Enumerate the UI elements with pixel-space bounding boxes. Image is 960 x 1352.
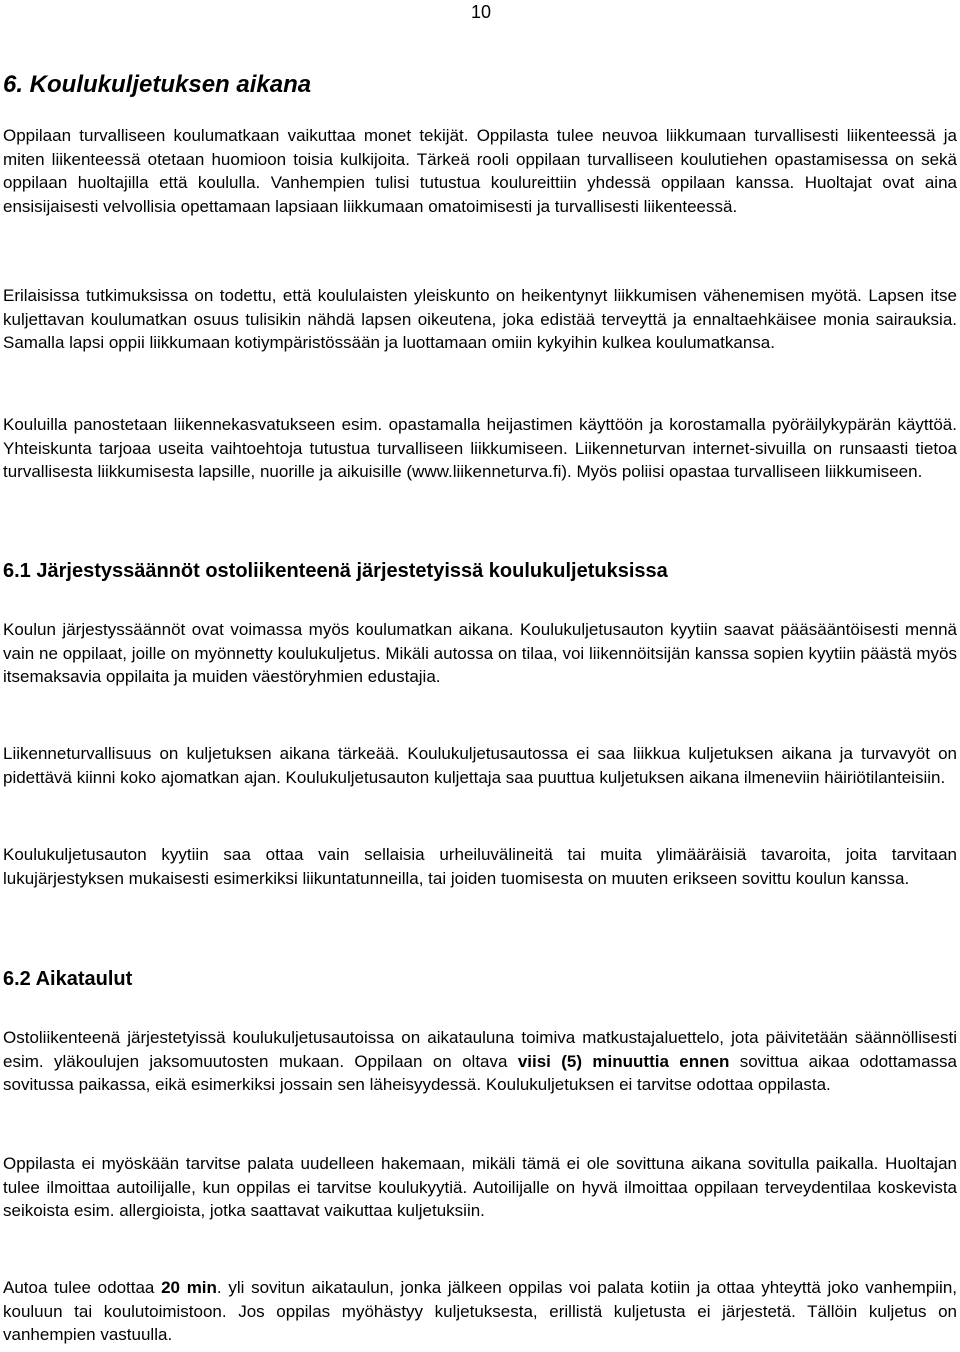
intro-paragraph-2: Erilaisissa tutkimuksissa on todettu, että koululaisten yleiskunto on heikentynyt liikkumisen vähenemisen myötä. Lapsen itse kuljettavan koulumatkan osuus tulisikin nähdä lapsen oikeutena, joka edistää terveyttä ja ennaltaehkäisee monia sairauksia. Samalla lapsi oppii liikkumaan kotiympäristössään ja luottamaan omiin kykyihin kulkea koulumatkansa. <box>3 286 957 353</box>
page-number: 10 <box>471 2 492 22</box>
p3-bold-emphasis: 20 min <box>161 1278 217 1297</box>
section-6-1-paragraph-3: Koulukuljetusauton kyytiin saa ottaa vain sellaisia urheiluvälineitä tai muita ylimääräisiä tavaroita, joita tarvitaan lukujärjestyksen mukaisesti esimerkiksi liikuntatunneilla, tai joiden tuomisesta on muuten erikseen sovittu koulun kanssa. <box>3 845 957 888</box>
p1-text-before: Ostoliikenteenä järjestetyissä koulukuljetusautoissa on aikatauluna toimiva matkustajaluettelo, jota päivitetään säännöllisesti esim. yläkoulujen jaksomuutosten mukaan. Oppilaan on oltava <box>3 1028 957 1071</box>
section-6-2-paragraph-2: Oppilasta ei myöskään tarvitse palata uudelleen hakemaan, mikäli tämä ei ole sovittuna aikana sovitulla paikalla. Huoltajan tulee ilmoittaa autoilijalle, kun oppilas ei tarvitse koulukyytiä. Autoilijalle on hyvä ilmoittaa oppilaan terveydentilaa koskevista seikoista esim. allergioista, jotka saattavat vaikuttaa kuljetuksiin. <box>3 1154 957 1221</box>
section-6-2-paragraph-1 <box>3 1026 957 1097</box>
p1-text-after: sovittua aikaa odottamassa sovitussa paikassa, eikä esimerkiksi jossain sen läheisyydessä. Koulukuljetuksen ei tarvitse odottaa oppilasta. <box>3 1051 958 1095</box>
section-6-2-paragraph-3 <box>3 1276 957 1347</box>
p3-text-after: . yli sovitun aikataulun, jonka jälkeen oppilas voi palata kotiin ja ottaa yhteyttä joko vanhempiin, kouluun tai koulutoimistoon. Jos oppilas myöhästyy kuljetuksesta, erillistä kuljetusta ei järjestetä. Tällöin kuljetus on vanhempien vastuulla. <box>3 1278 957 1345</box>
p3-text-before: Autoa tulee odottaa <box>3 1278 162 1297</box>
section-6-1-paragraph-2: Liikenneturvallisuus on kuljetuksen aikana tärkeää. Koulukuljetusautossa ei saa liikkua kuljetuksen aikana ja turvavyöt on pidettävä kiinni koko ajomatkan ajan. Koulukuljetusauton kuljettaja saa puuttua kuljetuksen aikana ilmeneviin häiriötilanteisiin. <box>3 744 957 787</box>
section-6-2-heading: 6.2 Aikataulut <box>3 968 133 990</box>
section-6-1-paragraph-1: Koulun järjestyssäännöt ovat voimassa myös koulumatkan aikana. Koulukuljetusauton kyytiin saavat pääsääntöisesti mennä vain ne oppilaat, joille on myönnetty koulukuljetus. Mikäli autossa on tilaa, voi liikennöitsijän kanssa sopien kyytiin päästä myös itsemaksavia oppilaita ja muiden väestöryhmien edustajia. <box>3 620 957 687</box>
intro-paragraph-1: Oppilaan turvalliseen koulumatkaan vaikuttaa monet tekijät. Oppilasta tulee neuvoa liikkumaan turvallisesti liikenteessä ja miten liikenteessä otetaan huomioon toisia kulkijoita. Tärkeä rooli oppilaan turvalliseen koulutiehen opastamisessa on sekä oppilaan huoltajilla että koululla. Vanhempien tulisi tutustua koulureittiin yhdessä oppilaan kanssa. Huoltajat ovat aina ensisijaisesti velvollisia opettamaan lapsiaan liikkumaan omatoimisesti ja turvallisesti liikenteessä. <box>3 126 957 216</box>
p1-bold-emphasis: viisi (5) minuuttia ennen <box>517 1051 730 1071</box>
chapter-heading: 6. Koulukuljetuksen aikana <box>3 71 312 98</box>
section-6-1-heading: 6.1 Järjestyssäännöt ostoliikenteenä järjestetyissä koulukuljetuksissa <box>3 560 668 582</box>
intro-paragraph-3: Kouluilla panostetaan liikennekasvatukseen esim. opastamalla heijastimen käyttöön ja korostamalla pyöräilykypärän käyttöä. Yhteiskunta tarjoaa useita vaihtoehtoja tutustua turvalliseen liikkumiseen. Liikenneturvan internet-sivuilla on runsaasti tietoa turvallisesta liikkumisesta lapsille, nuorille ja aikuisille (www.liikenneturva.fi). Myös poliisi opastaa turvalliseen liikkumiseen. <box>3 415 957 482</box>
